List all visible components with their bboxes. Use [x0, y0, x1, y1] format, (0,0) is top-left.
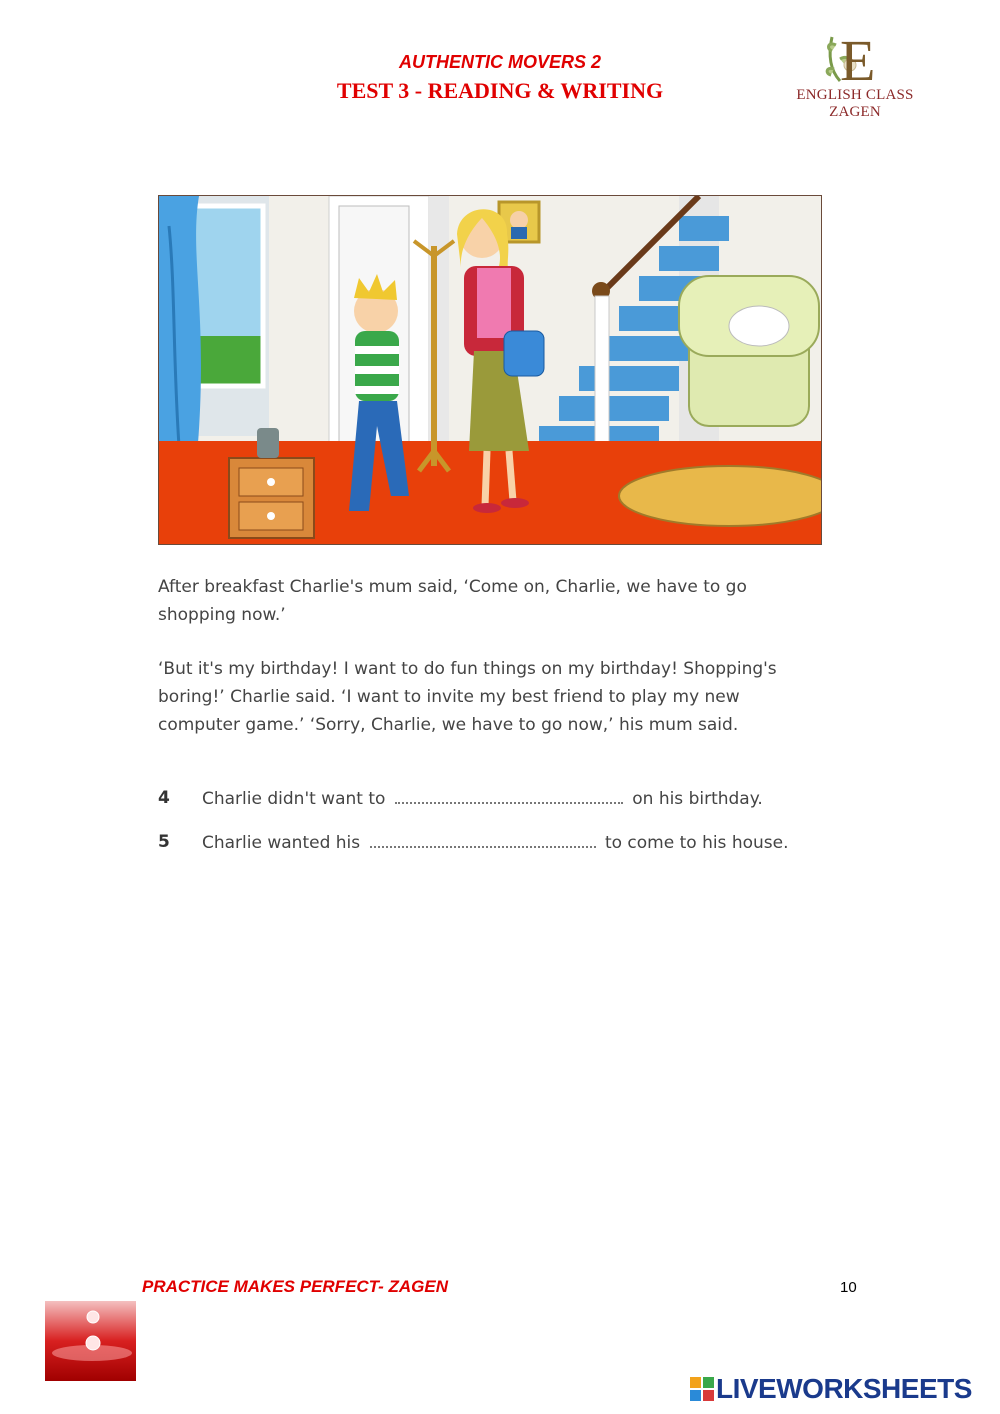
- story-paragraph-1: After breakfast Charlie's mum said, ‘Come on, Charlie, we have to go shopping now.’: [158, 577, 747, 625]
- liveworksheets-wordmark: LIVEWORKSHEETS: [716, 1373, 972, 1404]
- english-class-zagen-logo: [770, 25, 940, 120]
- question-text-before: Charlie didn't want to: [202, 789, 386, 809]
- svg-text:E: E: [840, 28, 876, 87]
- question-text-before: Charlie wanted his: [202, 833, 361, 853]
- question-number: 5: [158, 832, 170, 852]
- page-number: 10: [840, 1279, 857, 1296]
- liveworksheets-icon: [690, 1377, 714, 1401]
- logo-letter-icon: [770, 25, 940, 87]
- test-title: TEST 3 - READING & WRITING: [336, 78, 664, 103]
- question-text-after: to come to his house.: [604, 833, 789, 853]
- question-text-after: on his birthday.: [632, 789, 763, 809]
- footer-motto: PRACTICE MAKES PERFECT- ZAGEN: [142, 1277, 449, 1296]
- water-drop-image: [45, 1301, 136, 1381]
- story-illustration: [158, 195, 822, 545]
- answer-blank-4[interactable]: [395, 788, 623, 804]
- question-number: 4: [158, 788, 170, 808]
- answer-blank-5[interactable]: [370, 832, 596, 848]
- logo-text: ENGLISH CLASS ZAGEN: [796, 87, 914, 120]
- test-series-title: AUTHENTIC MOVERS 2: [398, 52, 602, 72]
- story-paragraph-2: ‘But it's my birthday! I want to do fun things on my birthday! Shopping's boring!’ Charlie said. ‘I want to invite my best friend to play my new computer game.’ ‘Sorry, Charlie, we have to go now,’ his mum said.: [158, 659, 777, 735]
